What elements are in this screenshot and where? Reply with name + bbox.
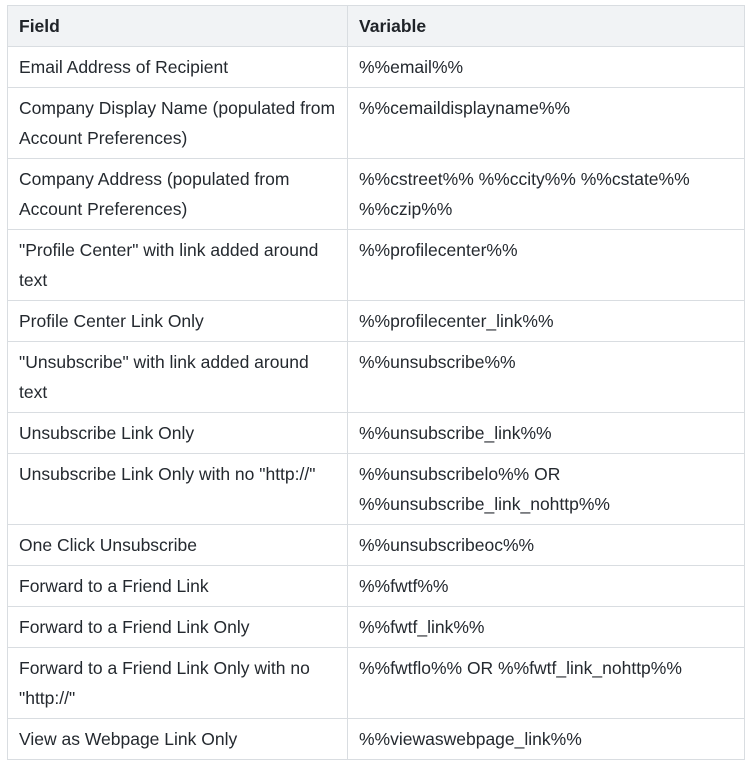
field-cell: Forward to a Friend Link Only (8, 607, 348, 648)
variable-cell: %%email%% (348, 47, 745, 88)
field-cell: One Click Unsubscribe (8, 525, 348, 566)
table-row (8, 525, 745, 566)
table-row (8, 566, 745, 607)
field-cell: Email Address of Recipient (8, 47, 348, 88)
variable-cell: %%unsubscribeoc%% (348, 525, 745, 566)
field-cell: Forward to a Friend Link Only with no "http://" (8, 648, 348, 719)
field-cell: Forward to a Friend Link (8, 566, 348, 607)
table-row (8, 607, 745, 648)
variable-cell: %%unsubscribelo%% OR %%unsubscribe_link_nohttp%% (348, 454, 745, 525)
variable-cell: %%fwtf%% (348, 566, 745, 607)
table-row (8, 454, 745, 525)
table-row (8, 301, 745, 342)
variable-cell: %%unsubscribe_link%% (348, 413, 745, 454)
field-cell: Company Address (populated from Account Preferences) (8, 159, 348, 230)
variable-cell: %%cemaildisplayname%% (348, 88, 745, 159)
field-cell: "Unsubscribe" with link added around text (8, 342, 348, 413)
field-cell: Company Display Name (populated from Account Preferences) (8, 88, 348, 159)
table-body (8, 47, 745, 760)
table-row (8, 159, 745, 230)
table-row (8, 413, 745, 454)
top-edge (0, 0, 746, 4)
table-row (8, 342, 745, 413)
variable-cell: %%profilecenter%% (348, 230, 745, 301)
table-row (8, 88, 745, 159)
header-field: Field (8, 6, 348, 47)
table-row (8, 648, 745, 719)
field-cell: View as Webpage Link Only (8, 719, 348, 760)
variable-cell: %%cstreet%% %%ccity%% %%cstate%% %%czip%% (348, 159, 745, 230)
header-variable: Variable (348, 6, 745, 47)
variables-table (7, 5, 745, 760)
field-cell: Unsubscribe Link Only (8, 413, 348, 454)
table-row (8, 719, 745, 760)
variable-cell: %%unsubscribe%% (348, 342, 745, 413)
table-row (8, 47, 745, 88)
table-header (8, 6, 745, 47)
table-row (8, 230, 745, 301)
variable-cell: %%profilecenter_link%% (348, 301, 745, 342)
field-cell: Profile Center Link Only (8, 301, 348, 342)
variable-cell: %%fwtflo%% OR %%fwtf_link_nohttp%% (348, 648, 745, 719)
field-cell: "Profile Center" with link added around text (8, 230, 348, 301)
variable-cell: %%viewaswebpage_link%% (348, 719, 745, 760)
variable-cell: %%fwtf_link%% (348, 607, 745, 648)
header-row (8, 6, 745, 47)
field-cell: Unsubscribe Link Only with no "http://" (8, 454, 348, 525)
